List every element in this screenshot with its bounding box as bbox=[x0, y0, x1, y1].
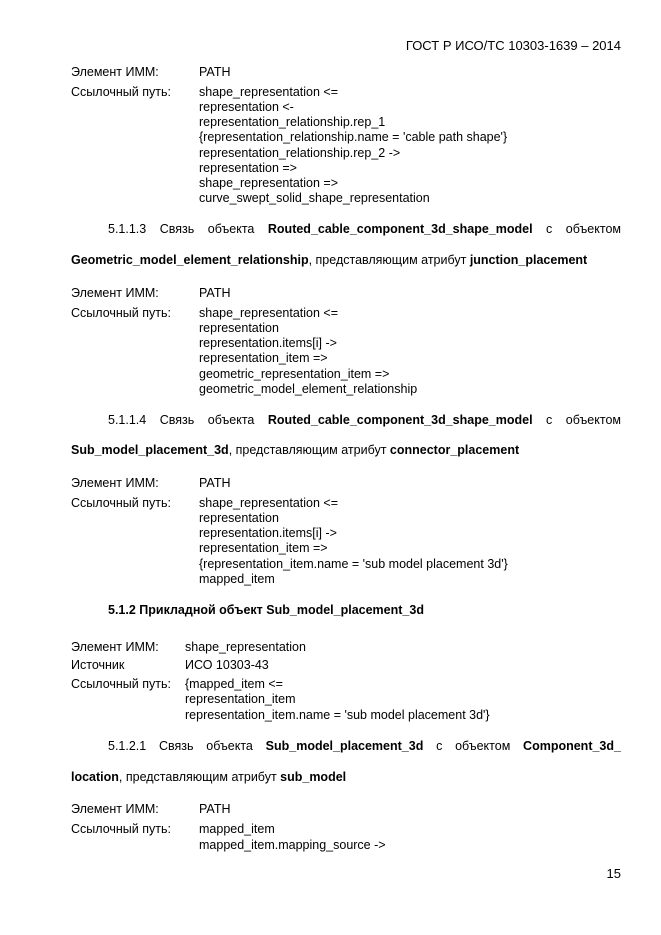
path-line: curve_swept_solid_shape_representation bbox=[199, 191, 430, 205]
path-line: geometric_model_element_relationship bbox=[199, 382, 418, 396]
section-word: с bbox=[546, 222, 553, 236]
path-line: representation_relationship.rep_2 -> bbox=[199, 146, 401, 160]
element-value: PATH bbox=[199, 65, 231, 79]
section-word: объекта bbox=[206, 739, 253, 753]
path-line: mapped_item bbox=[199, 822, 275, 836]
path-line: {representation_relationship.name = 'cable path shape'} bbox=[199, 130, 508, 144]
continuation-text: , представляющим атрибут bbox=[228, 443, 390, 457]
path-line: representation_item bbox=[185, 692, 296, 706]
page-header: ГОСТ Р ИСО/ТС 10303-1639 – 2014 bbox=[405, 38, 621, 53]
entity-name: Sub_model_placement_3d bbox=[265, 739, 424, 753]
element-label: Элемент ИММ: bbox=[71, 640, 159, 654]
element-label: Элемент ИММ: bbox=[71, 286, 159, 300]
continuation-text: , представляющим атрибут bbox=[118, 770, 281, 784]
entity-name: Routed_cable_component_3d_shape_model bbox=[267, 413, 533, 427]
section-word: объекта bbox=[207, 222, 255, 236]
path-line: mapped_item bbox=[199, 572, 275, 586]
section-continuation bbox=[71, 770, 346, 784]
attribute-name: connector_placement bbox=[389, 443, 520, 457]
element-label: Элемент ИММ: bbox=[71, 802, 159, 816]
path-line: shape_representation <= bbox=[199, 85, 338, 99]
page-number: 15 bbox=[606, 866, 621, 881]
section-word: с bbox=[436, 739, 443, 753]
element-value: shape_representation bbox=[185, 640, 306, 654]
path-line: representation <- bbox=[199, 100, 294, 114]
path-line: {representation_item.name = 'sub model placement 3d'} bbox=[199, 557, 508, 571]
path-line: shape_representation <= bbox=[199, 306, 338, 320]
section-word: Связь bbox=[158, 739, 194, 753]
path-line: representation => bbox=[199, 161, 297, 175]
path-line: geometric_representation_item => bbox=[199, 367, 390, 381]
ref-path-label: Ссылочный путь: bbox=[71, 496, 171, 510]
continuation-text: , представляющим атрибут bbox=[308, 253, 470, 267]
path-line: mapped_item.mapping_source -> bbox=[199, 838, 386, 852]
section-word: Связь bbox=[159, 222, 195, 236]
section-5-1-1-4 bbox=[108, 413, 621, 427]
path-line: representation_item.name = 'sub model placement 3d'} bbox=[185, 708, 490, 722]
path-line: representation_item => bbox=[199, 351, 328, 365]
element-value: PATH bbox=[199, 476, 231, 490]
attribute-name: junction_placement bbox=[469, 253, 588, 267]
section-word: объекта bbox=[207, 413, 255, 427]
path-line: representation.items[i] -> bbox=[199, 336, 337, 350]
section-word: объектом bbox=[565, 413, 621, 427]
element-value: PATH bbox=[199, 802, 231, 816]
section-word: Связь bbox=[159, 413, 195, 427]
ref-path-label: Ссылочный путь: bbox=[71, 306, 171, 320]
path-line: representation bbox=[199, 321, 279, 335]
section-word: объектом bbox=[455, 739, 511, 753]
path-line: representation_relationship.rep_1 bbox=[199, 115, 386, 129]
element-label: Элемент ИММ: bbox=[71, 65, 159, 79]
attribute-name: sub_model bbox=[280, 770, 347, 784]
section-heading: 5.1.2 Прикладной объект Sub_model_placement_3d bbox=[108, 603, 424, 617]
ref-path-label: Ссылочный путь: bbox=[71, 677, 171, 691]
section-5-1-1-3 bbox=[108, 222, 621, 236]
section-word: с bbox=[546, 413, 553, 427]
entity-name: Routed_cable_component_3d_shape_model bbox=[267, 222, 533, 236]
section-number: 5.1.1.3 bbox=[108, 222, 147, 236]
path-line: shape_representation => bbox=[199, 176, 338, 190]
ref-path-label: Ссылочный путь: bbox=[71, 822, 171, 836]
entity-name: Sub_model_placement_3d bbox=[71, 443, 229, 457]
entity-name: Geometric_model_element_relationship bbox=[71, 253, 309, 267]
element-label: Элемент ИММ: bbox=[71, 476, 159, 490]
path-line: shape_representation <= bbox=[199, 496, 338, 510]
ref-path-label: Ссылочный путь: bbox=[71, 85, 171, 99]
element-value: PATH bbox=[199, 286, 231, 300]
section-continuation bbox=[71, 443, 519, 457]
section-5-1-2-1 bbox=[108, 739, 621, 753]
source-label: Источник bbox=[71, 658, 125, 672]
path-line: representation.items[i] -> bbox=[199, 526, 337, 540]
entity-name: Component_3d_ bbox=[523, 739, 621, 753]
section-number: 5.1.2.1 bbox=[108, 739, 147, 753]
section-continuation bbox=[71, 253, 587, 267]
path-line: representation_item => bbox=[199, 541, 328, 555]
section-number: 5.1.1.4 bbox=[108, 413, 147, 427]
path-line: representation bbox=[199, 511, 279, 525]
source-value: ИСО 10303-43 bbox=[185, 658, 269, 672]
entity-name: location bbox=[71, 770, 119, 784]
section-word: объектом bbox=[565, 222, 621, 236]
path-line: {mapped_item <= bbox=[185, 677, 283, 691]
